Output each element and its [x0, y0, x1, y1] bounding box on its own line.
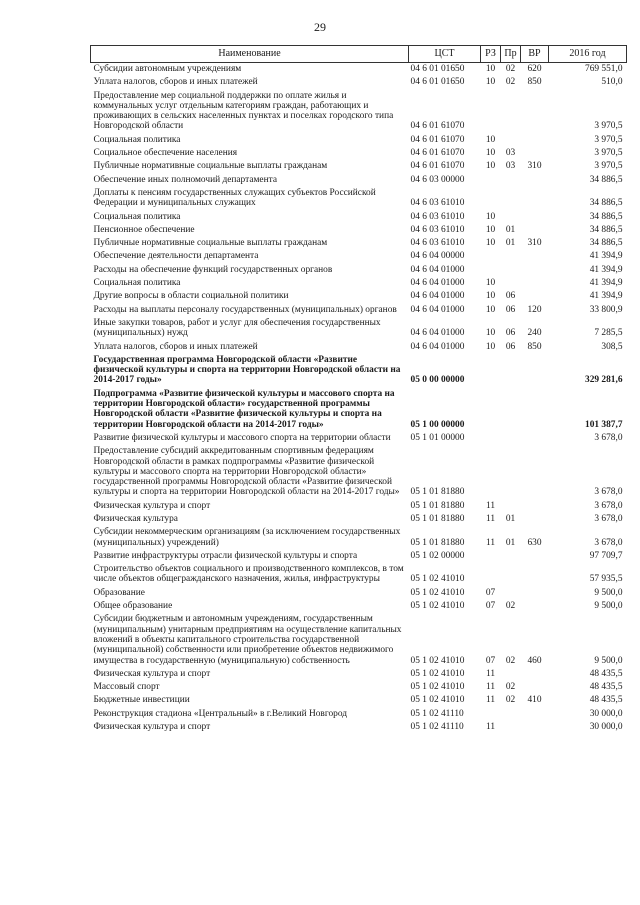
row-rz: 11 [485, 537, 496, 548]
header-rz: РЗ [481, 46, 501, 63]
row-pr [501, 563, 521, 587]
row-cst: 04 6 04 01000 [410, 278, 465, 289]
row-pr [501, 500, 521, 513]
row-pr [501, 354, 521, 388]
table-row [91, 587, 627, 600]
table-header [91, 46, 627, 63]
row-name: Социальная политика [93, 278, 181, 289]
table-row [91, 224, 627, 237]
row-pr [501, 445, 521, 499]
row-pr [501, 550, 521, 563]
row-name: Реконструкция стадиона «Центральный» в г.Великий Новгород [93, 708, 348, 719]
row-name: Социальное обеспечение населения [93, 148, 238, 159]
row-pr [501, 134, 521, 147]
row-pr: 01 [505, 537, 516, 548]
row-rz: 07 [485, 587, 496, 598]
header-cst: ЦСТ [409, 46, 481, 63]
row-rz: 10 [485, 134, 496, 145]
row-cst: 04 6 04 01000 [410, 264, 465, 275]
row-name: Субсидии автономным учреждениям [93, 64, 242, 74]
row-cst: 04 6 03 61010 [410, 198, 465, 209]
row-cst: 04 6 04 01000 [410, 304, 465, 315]
row-sum: 41 394,9 [589, 251, 623, 262]
row-vr [521, 250, 549, 263]
table-row [91, 160, 627, 173]
row-rz: 10 [485, 224, 496, 235]
row-vr [521, 513, 549, 526]
row-cst: 05 1 02 41110 [410, 708, 464, 719]
row-vr [521, 174, 549, 187]
row-cst: 05 1 01 00000 [410, 432, 465, 443]
row-vr [521, 264, 549, 277]
row-pr: 06 [505, 328, 516, 339]
row-rz [481, 174, 501, 187]
row-name: Подпрограмма «Развитие физической культуры и массового спорта на территории Новгородской области» государственной программы Новгородской области «Развитие физической культуры и спорта на территории Новгородской области на 2014-2017 годы» [93, 388, 395, 430]
row-vr [521, 147, 549, 160]
table-row [91, 432, 627, 445]
row-sum: 48 435,5 [589, 695, 623, 706]
table-row [91, 237, 627, 250]
table-row [91, 174, 627, 187]
row-vr: 310 [527, 238, 542, 249]
row-pr [501, 211, 521, 224]
row-cst: 04 6 03 61010 [410, 224, 465, 235]
row-vr [521, 668, 549, 681]
table-row [91, 187, 627, 211]
row-vr: 120 [527, 304, 542, 315]
row-sum: 34 886,5 [589, 224, 623, 235]
table-row [91, 388, 627, 432]
row-vr [521, 90, 549, 134]
row-rz [481, 354, 501, 388]
row-cst: 04 6 03 61010 [410, 238, 465, 249]
row-sum: 510,0 [601, 77, 623, 88]
row-name: Развитие инфраструктуры отрасли физической культуры и спорта [93, 550, 358, 561]
row-pr [501, 250, 521, 263]
row-pr: 02 [505, 695, 516, 706]
row-cst: 04 6 03 00000 [410, 174, 465, 185]
row-vr [521, 187, 549, 211]
table-row [91, 600, 627, 613]
row-rz: 10 [485, 304, 496, 315]
row-rz: 10 [485, 64, 496, 74]
header-pr: Пр [501, 46, 521, 63]
row-vr [521, 445, 549, 499]
header-year: 2016 год [549, 46, 627, 63]
table-row [91, 681, 627, 694]
row-rz: 10 [485, 77, 496, 88]
row-vr [521, 354, 549, 388]
table-row [91, 147, 627, 160]
row-rz [481, 388, 501, 432]
row-pr: 06 [505, 291, 516, 302]
row-rz: 11 [485, 722, 496, 733]
row-cst: 04 6 01 61070 [410, 148, 465, 159]
row-vr [521, 681, 549, 694]
row-rz: 10 [485, 291, 496, 302]
row-cst: 04 6 01 61070 [410, 161, 465, 172]
row-pr: 02 [505, 655, 516, 666]
row-pr: 03 [505, 148, 516, 159]
row-vr [521, 134, 549, 147]
row-name: Социальная политика [93, 211, 181, 222]
table-row [91, 668, 627, 681]
row-name: Физическая культура и спорт [93, 500, 211, 511]
row-vr: 410 [527, 695, 542, 706]
row-rz: 07 [485, 655, 496, 666]
row-vr: 630 [527, 537, 542, 548]
row-name: Иные закупки товаров, работ и услуг для обеспечения государственных (муниципальных) нужд [93, 317, 381, 339]
row-cst: 04 6 04 01000 [410, 291, 465, 302]
row-cst: 04 6 04 01000 [410, 328, 465, 339]
row-rz: 10 [485, 148, 496, 159]
row-rz: 10 [485, 328, 496, 339]
row-sum: 41 394,9 [589, 278, 623, 289]
row-pr [501, 668, 521, 681]
row-rz: 10 [485, 161, 496, 172]
row-cst: 05 1 01 81880 [410, 500, 465, 511]
row-cst: 04 6 01 01650 [410, 77, 465, 88]
row-pr [501, 187, 521, 211]
row-sum: 41 394,9 [589, 291, 623, 302]
row-rz [481, 708, 501, 721]
row-name: Расходы на обеспечение функций государственных органов [93, 264, 333, 275]
row-name: Публичные нормативные социальные выплаты гражданам [93, 238, 328, 249]
row-cst: 04 6 01 01650 [410, 64, 465, 74]
row-cst: 05 1 02 41010 [410, 668, 465, 679]
row-rz [481, 187, 501, 211]
table-row [91, 526, 627, 550]
row-sum: 34 886,5 [589, 211, 623, 222]
row-sum: 3 678,0 [594, 432, 623, 443]
row-name: Расходы на выплаты персоналу государственных (муниципальных) органов [93, 304, 397, 315]
table-row [91, 694, 627, 707]
row-sum: 30 000,0 [589, 722, 623, 733]
row-pr [501, 708, 521, 721]
row-pr [501, 264, 521, 277]
row-name: Предоставление субсидий аккредитованным спортивным федерациям Новгородской области в рамках подпрограммы «Развитие физической культуры и массового спорта на территории Новгородской области» государственной программы Новгородской области «Развитие физической культуры и спорта на территории Новгородской области на 2014-2017 годы» [93, 446, 400, 498]
row-name: Доплаты к пенсиям государственных служащих субъектов Российской Федерации и муниципальных служащих [93, 187, 376, 209]
row-sum: 57 935,5 [589, 574, 623, 585]
row-sum: 3 970,5 [594, 121, 623, 132]
row-sum: 41 394,9 [589, 264, 623, 275]
table-row [91, 445, 627, 499]
row-vr [521, 432, 549, 445]
row-vr [521, 587, 549, 600]
row-rz: 10 [485, 211, 496, 222]
row-vr: 240 [527, 328, 542, 339]
row-vr [521, 290, 549, 303]
row-cst: 05 1 01 81880 [410, 487, 465, 498]
table-row [91, 63, 627, 77]
header-name: Наименование [91, 46, 409, 63]
table-row [91, 264, 627, 277]
row-sum: 329 281,6 [585, 375, 623, 386]
row-pr [501, 174, 521, 187]
row-name: Развитие физической культуры и массового спорта на территории области [93, 432, 391, 443]
table-row [91, 211, 627, 224]
row-sum: 3 678,0 [594, 500, 623, 511]
row-rz: 11 [485, 513, 496, 524]
row-sum: 3 678,0 [594, 537, 623, 548]
row-cst: 05 1 00 00000 [410, 419, 465, 430]
row-vr [521, 600, 549, 613]
table-row [91, 290, 627, 303]
row-vr: 850 [527, 341, 542, 352]
table-row [91, 613, 627, 667]
row-cst: 04 6 03 61010 [410, 211, 465, 222]
row-vr: 850 [527, 77, 542, 88]
row-name: Субсидии бюджетным и автономным учреждениям, государственным (муниципальным) унитарным предприятиям на осуществление капитальных вложений в объекты капитального строительства государственной (муниципальной) собственности или приобретение объектов недвижимого имущества в государственную (муниципальную) собственность [93, 614, 402, 666]
row-sum: 3 678,0 [594, 487, 623, 498]
row-rz [481, 550, 501, 563]
table-row [91, 563, 627, 587]
row-cst: 05 1 02 00000 [410, 550, 465, 561]
table-row [91, 708, 627, 721]
row-sum: 7 285,5 [594, 328, 623, 339]
table-row [91, 550, 627, 563]
row-cst: 05 1 02 41010 [410, 601, 465, 612]
table-row [91, 76, 627, 89]
row-sum: 48 435,5 [589, 682, 623, 693]
row-rz: 11 [485, 682, 496, 693]
row-rz: 10 [485, 278, 496, 289]
row-pr: 03 [505, 161, 516, 172]
row-pr: 02 [505, 682, 516, 693]
row-pr [501, 90, 521, 134]
row-pr: 01 [505, 238, 516, 249]
row-rz [481, 264, 501, 277]
row-sum: 33 800,9 [589, 304, 623, 315]
row-rz [481, 250, 501, 263]
table-row [91, 134, 627, 147]
table-body [91, 63, 627, 735]
row-pr [501, 432, 521, 445]
row-vr [521, 500, 549, 513]
row-sum: 308,5 [601, 341, 623, 352]
row-sum: 101 387,7 [585, 419, 623, 430]
row-name: Государственная программа Новгородской области «Развитие физической культуры и спорта на территории Новгородской области на 2014-2017 годы» [93, 354, 401, 386]
row-vr [521, 563, 549, 587]
row-name: Строительство объектов социального и производственного комплексов, в том числе объектов общегражданского назначения, жилья, инфраструктуры [93, 564, 404, 585]
row-pr: 02 [505, 77, 516, 88]
row-rz [481, 90, 501, 134]
row-pr [501, 721, 521, 734]
header-vr: ВР [521, 46, 549, 63]
table-row [91, 277, 627, 290]
row-name: Физическая культура и спорт [93, 668, 211, 679]
row-cst: 05 1 02 41010 [410, 574, 465, 585]
row-vr: 620 [527, 64, 542, 74]
row-cst: 05 1 02 41010 [410, 682, 465, 693]
row-cst: 05 1 02 41110 [410, 722, 464, 733]
row-name: Субсидии некоммерческим организациям (за исключением государственных (муниципальных) учреждений) [93, 527, 401, 548]
table-row [91, 317, 627, 341]
row-cst: 05 1 02 41010 [410, 587, 465, 598]
row-name: Физическая культура и спорт [93, 722, 211, 733]
row-rz [481, 432, 501, 445]
table-row [91, 500, 627, 513]
row-rz: 10 [485, 238, 496, 249]
row-name: Обеспечение иных полномочий департамента [93, 174, 277, 185]
row-sum: 769 551,0 [585, 64, 623, 74]
row-cst: 05 0 00 00000 [410, 375, 465, 386]
row-pr [501, 587, 521, 600]
row-sum: 34 886,5 [589, 198, 623, 209]
row-cst: 05 1 01 81880 [410, 513, 465, 524]
page-number: 29 [314, 20, 326, 34]
row-rz: 10 [485, 341, 496, 352]
row-vr [521, 388, 549, 432]
row-name: Обеспечение деятельности департамента [93, 251, 259, 262]
row-sum: 30 000,0 [589, 708, 623, 719]
row-rz: 11 [485, 500, 496, 511]
row-name: Социальная политика [93, 134, 181, 145]
row-rz: 11 [485, 668, 496, 679]
row-sum: 3 678,0 [594, 513, 623, 524]
table-row [91, 90, 627, 134]
row-cst: 04 6 01 61070 [410, 134, 465, 145]
row-pr: 06 [505, 304, 516, 315]
row-sum: 34 886,5 [589, 174, 623, 185]
row-sum: 9 500,0 [594, 655, 623, 666]
row-name: Предоставление мер социальной поддержки по оплате жилья и коммунальных услуг отдельным категориям граждан, работающих и проживающих в сельских населенных пунктах и поселках городского типа Новгородской области [93, 90, 394, 132]
row-cst: 05 1 01 81880 [410, 537, 465, 548]
row-name: Публичные нормативные социальные выплаты гражданам [93, 161, 328, 172]
row-name: Другие вопросы в области социальной политики [93, 291, 289, 302]
table-row [91, 250, 627, 263]
row-vr: 460 [527, 655, 542, 666]
row-name: Массовый спорт [93, 682, 160, 693]
row-name: Уплата налогов, сборов и иных платежей [93, 341, 258, 352]
row-pr: 02 [505, 601, 516, 612]
row-cst: 04 6 04 00000 [410, 251, 465, 262]
table-row [91, 304, 627, 317]
row-vr [521, 277, 549, 290]
row-sum: 34 886,5 [589, 238, 623, 249]
row-cst: 05 1 02 41010 [410, 655, 465, 666]
row-sum: 3 970,5 [594, 161, 623, 172]
row-name: Пенсионное обеспечение [93, 224, 195, 235]
row-vr [521, 708, 549, 721]
table-row [91, 721, 627, 734]
row-pr [501, 388, 521, 432]
row-sum: 3 970,5 [594, 148, 623, 159]
table-row [91, 513, 627, 526]
row-sum: 9 500,0 [594, 587, 623, 598]
row-vr [521, 721, 549, 734]
row-vr [521, 211, 549, 224]
row-rz: 07 [485, 601, 496, 612]
row-cst: 04 6 04 01000 [410, 341, 465, 352]
row-vr [521, 224, 549, 237]
row-rz [481, 563, 501, 587]
budget-table [90, 45, 627, 734]
table-row [91, 341, 627, 354]
row-vr: 310 [527, 161, 542, 172]
row-pr: 01 [505, 513, 516, 524]
row-pr: 02 [505, 64, 516, 74]
row-name: Общее образование [93, 601, 173, 612]
row-rz [481, 445, 501, 499]
row-name: Образование [93, 587, 145, 598]
row-pr: 06 [505, 341, 516, 352]
row-cst: 05 1 02 41010 [410, 695, 465, 706]
table-row [91, 354, 627, 388]
row-name: Физическая культура [93, 513, 178, 524]
row-name: Бюджетные инвестиции [93, 695, 190, 706]
row-name: Уплата налогов, сборов и иных платежей [93, 77, 258, 88]
row-vr [521, 550, 549, 563]
row-sum: 48 435,5 [589, 668, 623, 679]
row-sum: 97 709,7 [589, 550, 623, 561]
row-pr [501, 277, 521, 290]
row-cst: 04 6 01 61070 [410, 121, 465, 132]
row-rz: 11 [485, 695, 496, 706]
row-sum: 3 970,5 [594, 134, 623, 145]
row-pr: 01 [505, 224, 516, 235]
row-sum: 9 500,0 [594, 601, 623, 612]
